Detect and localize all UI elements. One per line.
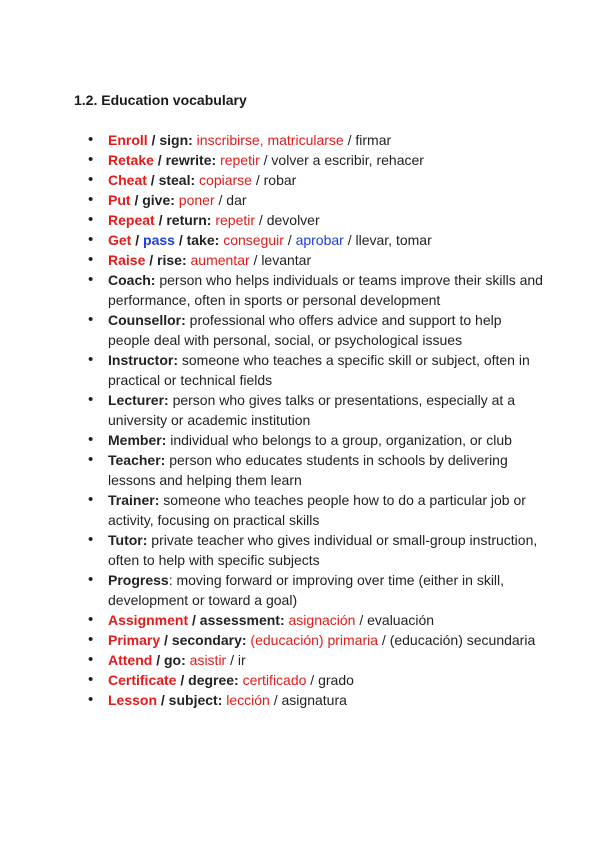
definition-text: individual who belongs to a group, organization, or club [166,432,512,448]
definition-text: / grado [306,672,354,688]
definition-text: private teacher who gives individual or small-group instruction, often to help with specific subjects [108,532,538,568]
term-text: Assignment [108,612,189,628]
vocabulary-item [74,530,544,570]
definition-text: / dar [214,192,247,208]
definition-text: / ir [226,652,246,668]
definition-text: / asignatura [269,692,347,708]
vocabulary-item [74,270,544,310]
definition-text: repetir [215,212,256,228]
definition-text: repetir [220,152,260,168]
definition-text: (educación) primaria [250,632,379,648]
vocabulary-item [74,170,544,190]
vocabulary-item [74,210,544,230]
vocabulary-item [74,250,544,270]
definition-text: copiarse [199,172,252,188]
definition-text: professional who offers advice and support to help people deal with personal, social, or psychological issues [108,312,502,348]
term-text: Lecturer: [108,392,169,408]
vocabulary-item [74,150,544,170]
vocabulary-item [74,350,544,390]
section-heading: 1.2. Education vocabulary [74,92,247,108]
term-text: Member: [108,432,167,448]
term-text: Raise [108,252,146,268]
definition-text: person who helps individuals or teams improve their skills and performance, often in sports or personal development [108,272,543,308]
term-text: / steal: [146,172,200,188]
definition-text: conseguir [223,232,284,248]
term-text: / degree: [176,672,243,688]
vocabulary-item [74,630,544,650]
vocabulary-item [74,430,544,450]
vocabulary-item [74,310,544,350]
definition-text: / robar [251,172,297,188]
definition-text: person who gives talks or presentations, especially at a university or academic institution [108,392,515,428]
definition-text: asignación [288,612,356,628]
definition-text: aumentar [190,252,250,268]
term-text: / take: [174,232,224,248]
term-text: Lesson [108,692,158,708]
vocabulary-item [74,690,544,710]
vocabulary-list [74,130,544,710]
term-text: Progress [108,572,169,588]
term-text: Put [108,192,131,208]
term-text: Attend [108,652,153,668]
term-text: Cheat [108,172,147,188]
term-text: / rewrite: [153,152,221,168]
vocabulary-item [74,490,544,530]
vocabulary-item [74,610,544,630]
vocabulary-item [74,390,544,430]
definition-text: / devolver [255,212,320,228]
term-text: / subject: [157,692,227,708]
definition-text: / evaluación [355,612,435,628]
term-text: Retake [108,152,154,168]
term-text: Instructor: [108,352,178,368]
term-text: Primary [108,632,161,648]
vocabulary-item [74,190,544,210]
vocabulary-item [74,650,544,670]
term-text: pass [143,232,175,248]
term-text: Get [108,232,132,248]
definition-text: inscribirse, matricularse [196,132,344,148]
definition-text: / llevar, tomar [343,232,432,248]
definition-text: poner [178,192,215,208]
definition-text: aprobar [295,232,344,248]
term-text: / sign: [147,132,197,148]
definition-text: someone who teaches people how to do a particular job or activity, focusing on practical skills [108,492,526,528]
vocabulary-item [74,230,544,250]
term-text: / go: [152,652,190,668]
term-text: Repeat [108,212,155,228]
term-text: / return: [154,212,216,228]
definition-text: person who educates students in schools by delivering lessons and helping them learn [108,452,508,488]
definition-text: lección [226,692,270,708]
vocabulary-item [74,450,544,490]
definition-text: / [283,232,296,248]
term-text: / give: [130,192,179,208]
vocabulary-item [74,570,544,610]
definition-text: / firmar [343,132,392,148]
term-text: / secondary: [160,632,251,648]
term-text: / assessment: [188,612,289,628]
term-text: Teacher: [108,452,166,468]
definition-text: asistir [189,652,227,668]
definition-text: / (educación) secundaria [378,632,536,648]
term-text: Coach: [108,272,156,288]
term-text: Trainer: [108,492,160,508]
vocabulary-item [74,130,544,150]
definition-text: : moving forward or improving over time (either in skill, development or toward a goal) [108,572,505,608]
definition-text: certificado [242,672,307,688]
definition-text: / volver a escribir, rehacer [259,152,424,168]
term-text: / [131,232,144,248]
definition-text: / levantar [249,252,312,268]
term-text: Enroll [108,132,148,148]
term-text: Counsellor: [108,312,186,328]
term-text: / rise: [145,252,191,268]
term-text: Certificate [108,672,177,688]
vocabulary-item [74,670,544,690]
term-text: Tutor: [108,532,148,548]
definition-text: someone who teaches a specific skill or subject, often in practical or technical fields [108,352,530,388]
